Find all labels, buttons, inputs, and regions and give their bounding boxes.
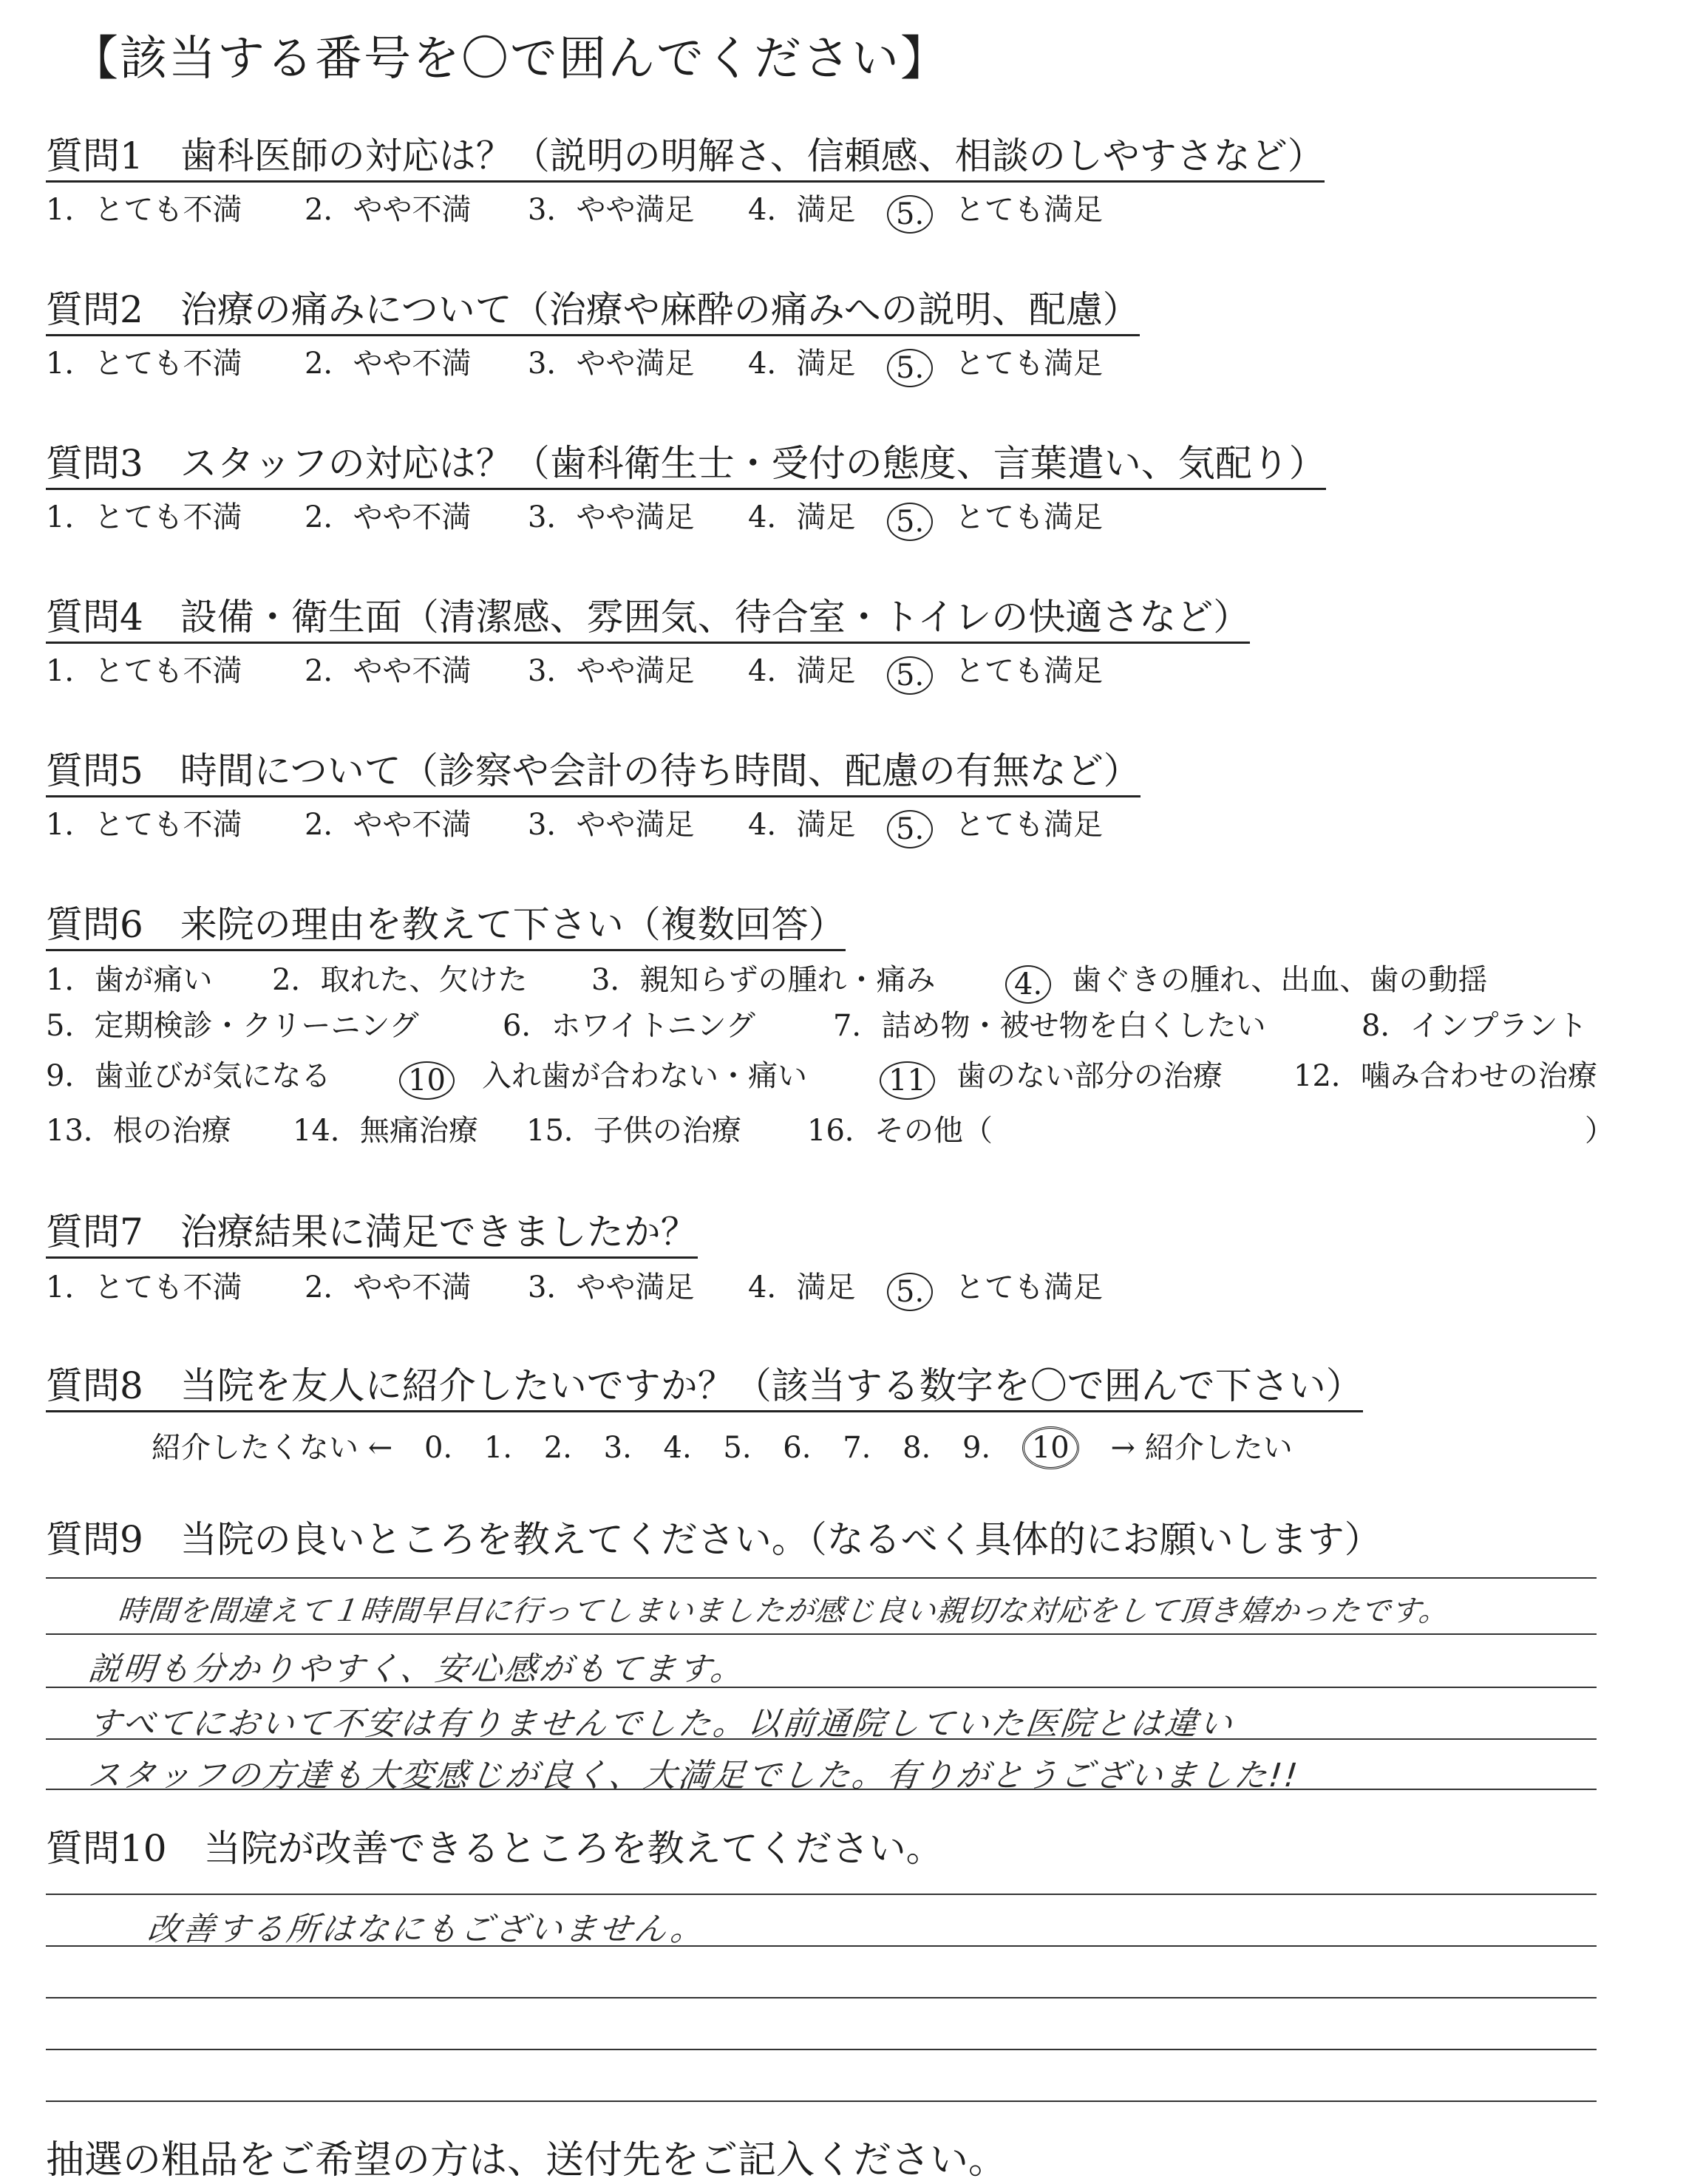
q9-answer-line-2[interactable]: 説明も分かりやすく、安心感がもてます。: [86, 1650, 747, 1688]
option-1[interactable]: 1．とても不満: [46, 347, 242, 381]
scale-right-label: → 紹介したい: [1110, 1431, 1293, 1465]
scale-left-label: 紹介したくない ←: [152, 1431, 393, 1465]
option-5-selected[interactable]: 5.: [896, 195, 931, 234]
option-4[interactable]: 4．満足: [748, 808, 856, 842]
reason-1[interactable]: 1．歯が痛い: [46, 963, 213, 997]
question-3-heading: 質問3 スタッフの対応は？（歯科衛生士・受付の態度、言葉遣い、気配り）: [46, 445, 1326, 490]
q9-answer-line-4[interactable]: スタッフの方達も大変感じが良く、大満足でした。有りがとうございました!!: [86, 1757, 1302, 1795]
score-10-selected[interactable]: 10: [1022, 1426, 1079, 1469]
score-6[interactable]: 6.: [783, 1431, 812, 1465]
score-2[interactable]: 2.: [543, 1431, 572, 1465]
option-3[interactable]: 3．やや満足: [528, 1270, 695, 1304]
option-4[interactable]: 4．満足: [748, 1270, 856, 1304]
question-9-heading: 質問9 当院の良いところを教えてください。（なるべく具体的にお願いします）: [46, 1518, 1381, 1561]
score-0[interactable]: 0.: [424, 1431, 453, 1465]
option-5-label: とても満足: [955, 193, 1103, 227]
option-2[interactable]: 2．やや不満: [305, 193, 472, 227]
answer-line: [46, 1577, 1597, 1579]
question-4-heading: 質問4 設備・衛生面（清潔感、雰囲気、待合室・トイレの快適さなど）: [46, 599, 1250, 644]
q9-answer-line-3[interactable]: すべてにおいて不安は有りませんでした。以前通院していた医院とは違い: [86, 1705, 1237, 1743]
score-1[interactable]: 1.: [483, 1431, 513, 1465]
score-5[interactable]: 5.: [723, 1431, 752, 1465]
option-5-label: とても満足: [955, 654, 1103, 688]
option-4[interactable]: 4．満足: [748, 500, 856, 534]
reason-16-close: ）: [1585, 1114, 1614, 1148]
reason-2[interactable]: 2．取れた、欠けた: [272, 963, 528, 997]
reason-4-label: 歯ぐきの腫れ、出血、歯の動揺: [1072, 963, 1488, 997]
question-10-heading: 質問10 当院が改善できるところを教えてください。: [46, 1827, 943, 1870]
reason-14[interactable]: 14．無痛治療: [293, 1114, 478, 1148]
option-1[interactable]: 1．とても不満: [46, 654, 242, 688]
option-5-selected[interactable]: 5.: [896, 1273, 931, 1311]
option-1[interactable]: 1．とても不満: [46, 1270, 242, 1304]
question-7-heading: 質問7 治療結果に満足できましたか？: [46, 1214, 698, 1259]
option-2[interactable]: 2．やや不満: [305, 654, 472, 688]
reason-15[interactable]: 15．子供の治療: [526, 1114, 741, 1148]
option-4[interactable]: 4．満足: [748, 347, 856, 381]
option-5-label: とても満足: [955, 808, 1103, 842]
q10-answer-line-1[interactable]: 改善する所はなにもございません。: [145, 1911, 707, 1948]
reason-8[interactable]: 8．インプラント: [1362, 1009, 1588, 1043]
option-3[interactable]: 3．やや満足: [528, 193, 695, 227]
option-4[interactable]: 4．満足: [748, 193, 856, 227]
option-2[interactable]: 2．やや不満: [305, 808, 472, 842]
option-1[interactable]: 1．とても不満: [46, 500, 242, 534]
answer-line: [46, 2049, 1597, 2050]
q9-answer-line-1[interactable]: 時間を間違えて１時間早目に行ってしまいましたが感じ良い親切な対応をして頂き嬉かったです。: [116, 1594, 1451, 1628]
footer-text-cut: 抽選の粗品をご希望の方は、送付先をご記入ください。: [46, 2138, 1007, 2183]
answer-line: [46, 2100, 1597, 2102]
option-2[interactable]: 2．やや不満: [305, 500, 472, 534]
reason-5[interactable]: 5．定期検診・クリーニング: [46, 1009, 419, 1043]
score-3[interactable]: 3.: [603, 1431, 632, 1465]
option-5-selected[interactable]: 5.: [896, 349, 931, 387]
score-4[interactable]: 4.: [663, 1431, 692, 1465]
option-4[interactable]: 4．満足: [748, 654, 856, 688]
option-5-label: とても満足: [955, 347, 1103, 381]
answer-line: [46, 1997, 1597, 1998]
option-3[interactable]: 3．やや満足: [528, 808, 695, 842]
answer-line: [46, 1633, 1597, 1635]
question-5-heading: 質問5 時間について（診察や会計の待ち時間、配慮の有無など）: [46, 752, 1141, 797]
reason-6[interactable]: 6．ホワイトニング: [503, 1009, 755, 1043]
option-3[interactable]: 3．やや満足: [528, 654, 695, 688]
option-2[interactable]: 2．やや不満: [305, 1270, 472, 1304]
reason-3[interactable]: 3．親知らずの腫れ・痛み: [591, 963, 936, 997]
question-6-heading: 質問6 来院の理由を教えて下さい（複数回答）: [46, 906, 846, 951]
reason-10-selected[interactable]: 10: [408, 1061, 453, 1100]
question-2-heading: 質問2 治療の痛みについて（治療や麻酔の痛みへの説明、配慮）: [46, 291, 1140, 336]
reason-4-selected[interactable]: 4.: [1014, 965, 1050, 1004]
answer-line: [46, 1894, 1597, 1895]
question-8-heading: 質問8 当院を友人に紹介したいですか？（該当する数字を〇で囲んで下さい）: [46, 1367, 1363, 1412]
reason-11-label: 歯のない部分の治療: [956, 1059, 1223, 1093]
reason-7[interactable]: 7．詰め物・被せ物を白くしたい: [833, 1009, 1266, 1043]
option-3[interactable]: 3．やや満足: [528, 347, 695, 381]
reason-11-selected[interactable]: 11: [888, 1061, 934, 1100]
reason-9[interactable]: 9．歯並びが気になる: [46, 1059, 331, 1093]
reason-16[interactable]: 16．その他（: [807, 1114, 993, 1148]
option-5-selected[interactable]: 5.: [896, 656, 931, 695]
reason-12[interactable]: 12．噛み合わせの治療: [1294, 1059, 1597, 1093]
page-title: 【該当する番号を〇で囲んでください】: [71, 32, 949, 86]
option-3[interactable]: 3．やや満足: [528, 500, 695, 534]
option-5-label: とても満足: [955, 500, 1103, 534]
reason-10-label: 入れ歯が合わない・痛い: [482, 1059, 807, 1093]
score-9[interactable]: 9.: [962, 1431, 991, 1465]
score-7[interactable]: 7.: [843, 1431, 871, 1465]
option-1[interactable]: 1．とても不満: [46, 193, 242, 227]
question-1-heading: 質問1 歯科医師の対応は？（説明の明解さ、信頼感、相談のしやすさなど）: [46, 137, 1325, 183]
option-2[interactable]: 2．やや不満: [305, 347, 472, 381]
question-8-scale: [152, 1426, 1315, 1469]
reason-13[interactable]: 13．根の治療: [46, 1114, 231, 1148]
option-5-label: とても満足: [955, 1270, 1103, 1304]
option-1[interactable]: 1．とても不満: [46, 808, 242, 842]
option-5-selected[interactable]: 5.: [896, 503, 931, 541]
score-8[interactable]: 8.: [903, 1431, 931, 1465]
option-5-selected[interactable]: 5.: [896, 810, 931, 848]
